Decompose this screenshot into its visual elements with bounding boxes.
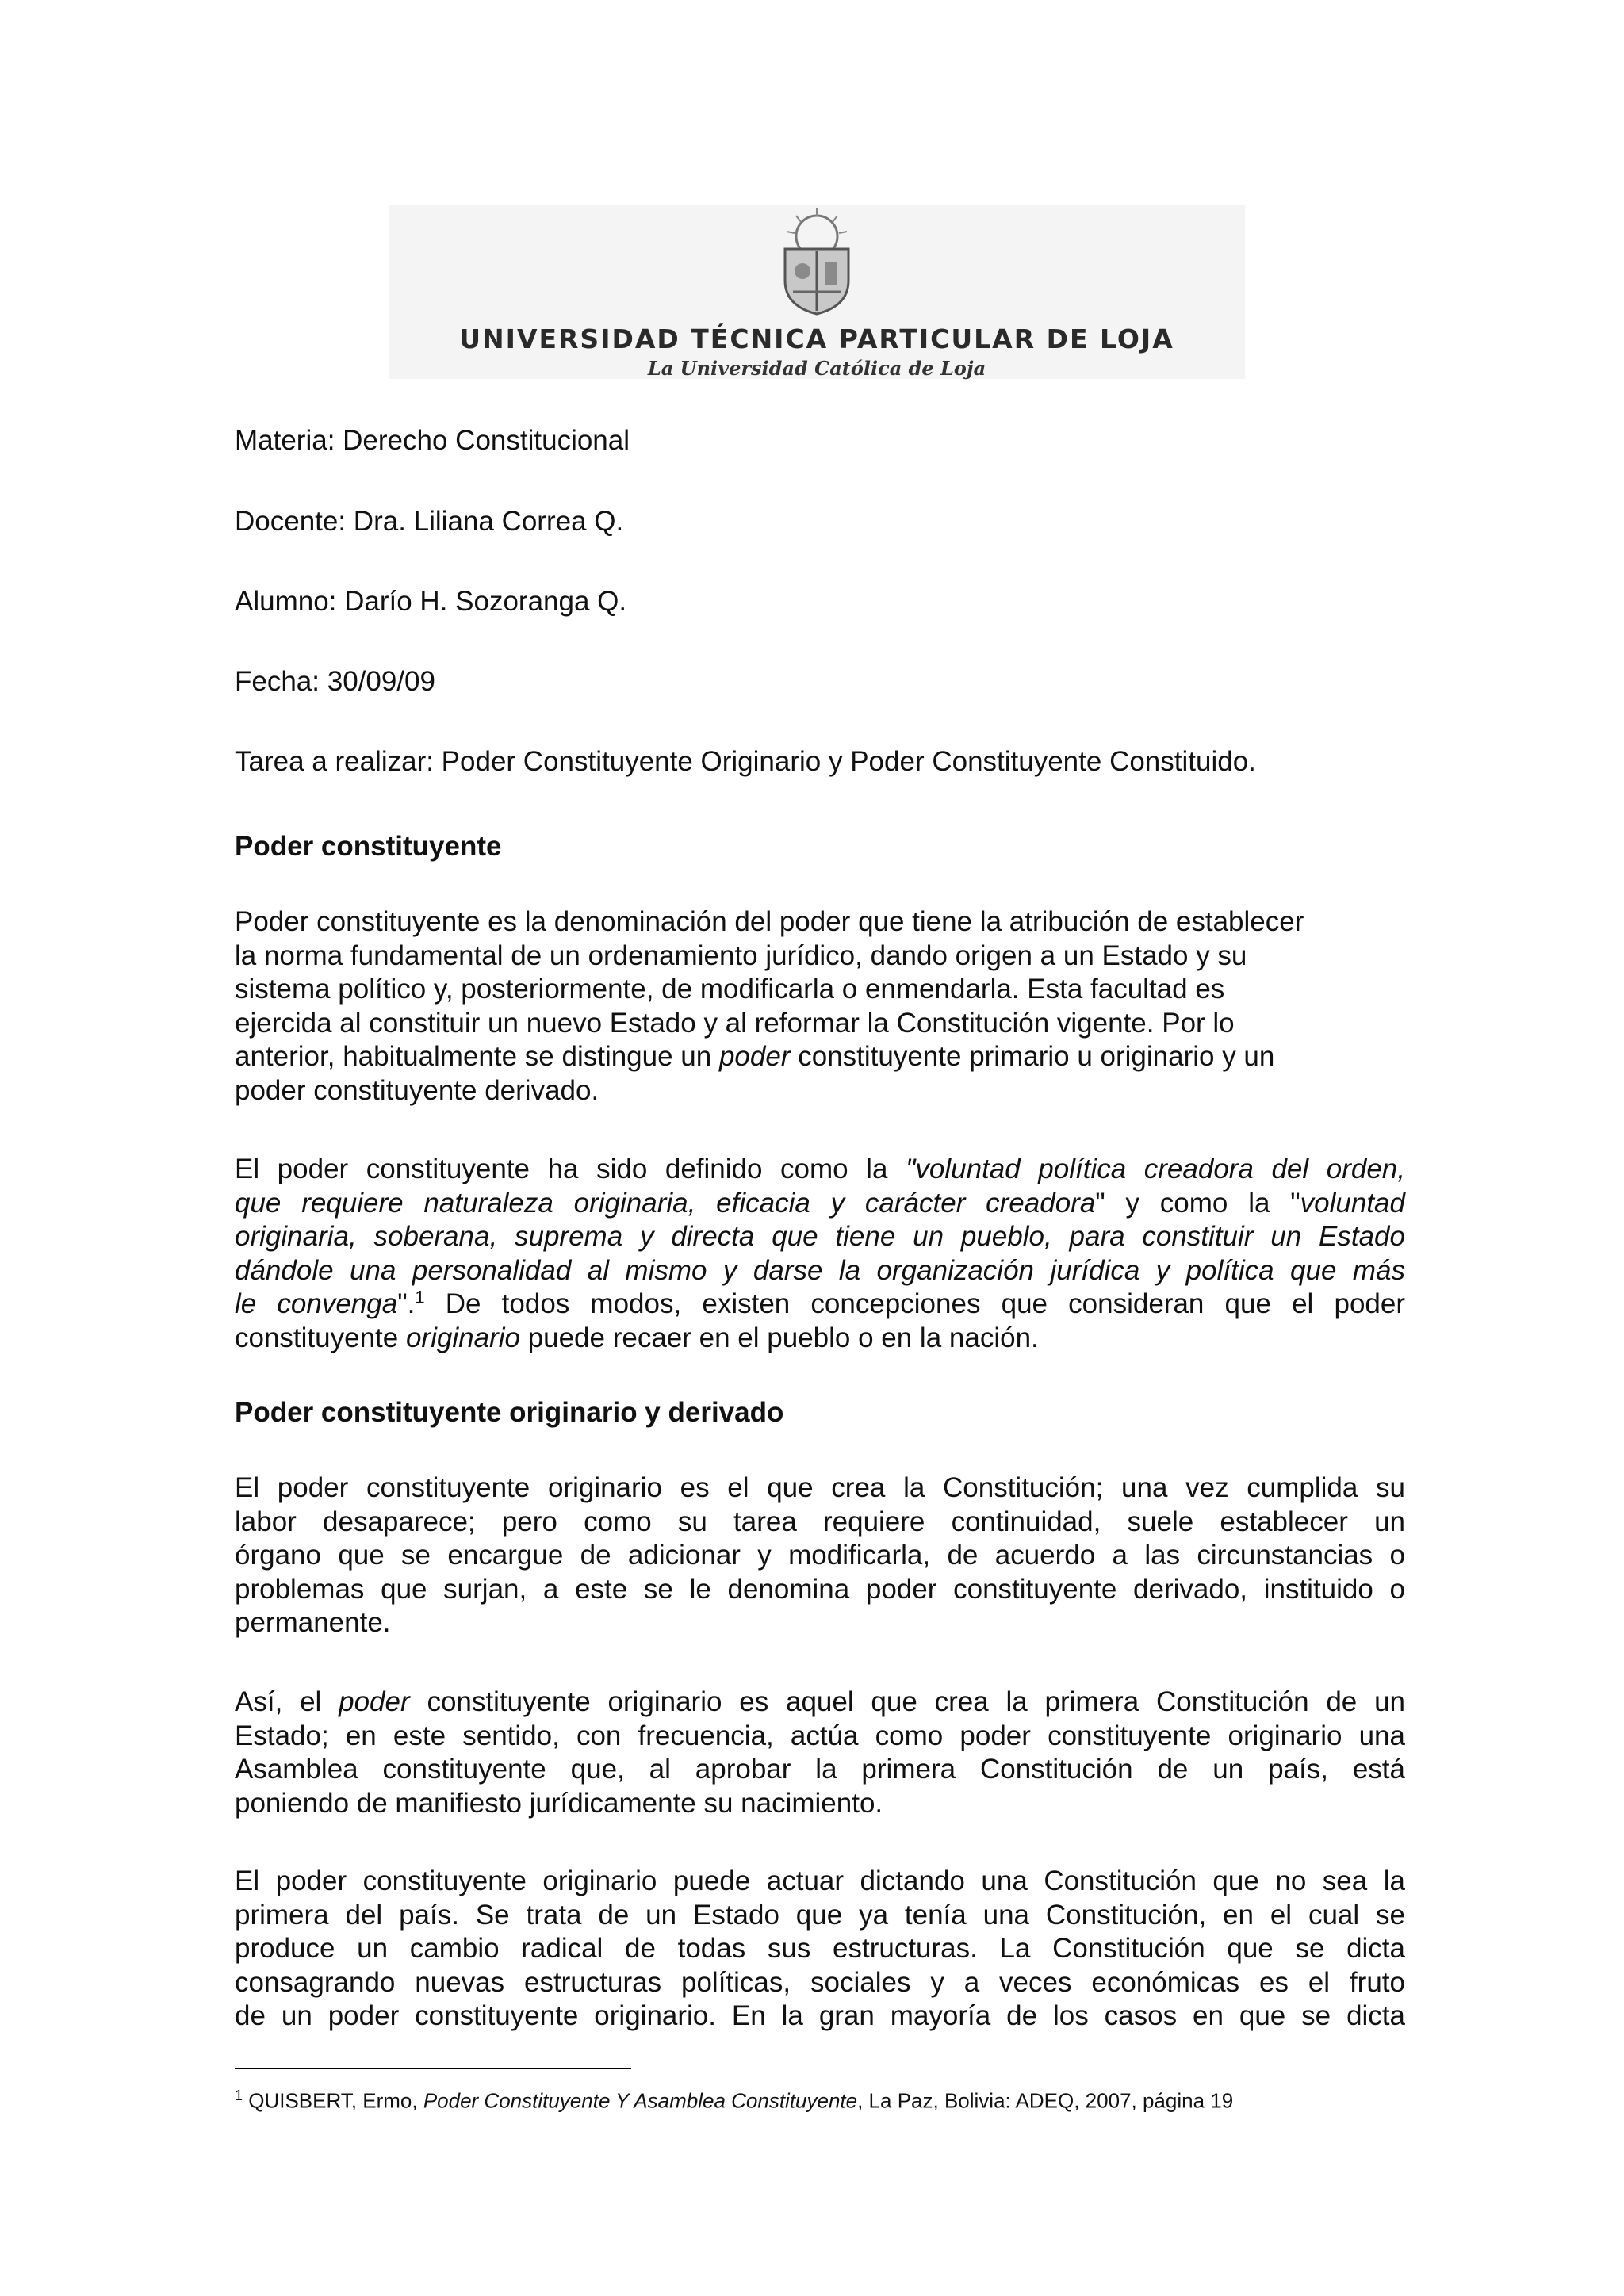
text-line: Estado; en este sentido, con frecuencia, actúa como poder constituyente originario una: [235, 1720, 1405, 1751]
text-line: Poder constituyente es la denominación del poder que tiene la atribución de establecer: [235, 906, 1304, 937]
text-line: labor desaparece; pero como su tarea requiere continuidad, suele establecer un: [235, 1506, 1405, 1537]
section-heading-poder-constituyente: Poder constituyente: [235, 831, 502, 862]
meta-tarea: Tarea a realizar: Poder Constituyente Originario y Poder Constituyente Constituido.: [235, 746, 1256, 777]
text-line: ejercida al constituir un nuevo Estado y al reformar la Constitución vigente. Por lo: [235, 1007, 1235, 1039]
meta-materia: Materia: Derecho Constitucional: [235, 425, 630, 456]
text-line: poder constituyente derivado.: [235, 1074, 599, 1106]
university-tagline: La Universidad Católica de Loja: [647, 357, 986, 380]
text-line: la norma fundamental de un ordenamiento jurídico, dando origen a un Estado y su: [235, 939, 1247, 971]
text-line: Así, el poder constituyente originario es aquel que crea la primera Constitución de un: [235, 1686, 1405, 1717]
text-line: le convenga".$^1$ De todos modos, existen concepciones que consideran que el poder: [235, 1287, 1405, 1320]
paragraph-1: [235, 905, 1405, 1108]
footnote-marker: 1: [235, 2087, 243, 2103]
text-line: El poder constituyente ha sido definido como la "voluntad política creadora del orden,: [235, 1154, 1405, 1184]
university-crest-icon: [761, 205, 872, 316]
meta-fecha: Fecha: 30/09/09: [235, 666, 435, 697]
paragraph-5: [235, 1865, 1405, 2034]
text-line: El poder constituyente originario puede actuar dictando una Constitución que no sea la: [235, 1866, 1405, 1896]
meta-alumno: Alumno: Darío H. Sozoranga Q.: [235, 586, 627, 617]
text-line: consagrando nuevas estructuras políticas, sociales y a veces económicas es el fruto: [235, 1966, 1405, 1998]
text-line: problemas que surjan, a este se le denomina poder constituyente derivado, instituido o: [235, 1573, 1405, 1605]
text-line: anterior, habitualmente se distingue un poder constituyente primario u originario y un: [235, 1041, 1275, 1073]
text-line: que requiere naturaleza originaria, eficacia y carácter creadora" y como la "voluntad: [235, 1187, 1405, 1219]
text-line: poniendo de manifiesto jurídicamente su nacimiento.: [235, 1787, 883, 1819]
text-line: dándole una personalidad al mismo y darse la organización jurídica y política que más: [235, 1254, 1405, 1286]
text-line: permanente.: [235, 1607, 391, 1639]
text-line: El poder constituyente originario es el que crea la Constitución; una vez cumplida su: [235, 1472, 1405, 1503]
text-line: órgano que se encargue de adicionar y modificarla, de acuerdo a las circunstancias o: [235, 1540, 1405, 1571]
text-line: sistema político y, posteriormente, de modificarla o enmendarla. Esta facultad es: [235, 974, 1225, 1005]
text-line: primera del país. Se trata de un Estado que ya tenía una Constitución, en el cual se: [235, 1899, 1405, 1931]
meta-docente: Docente: Dra. Liliana Correa Q.: [235, 506, 624, 537]
paragraph-3: [235, 1471, 1405, 1640]
text-line: originaria, soberana, suprema y directa que tiene un pueblo, para constituir un Estado: [235, 1221, 1405, 1253]
footnote-separator: [235, 2068, 631, 2069]
footnote-reference: 1: [415, 1287, 425, 1307]
text-line: Asamblea constituyente que, al aprobar la primera Constitución de un país, está: [235, 1754, 1405, 1785]
paragraph-2: [235, 1153, 1405, 1356]
footnote: $^1$ QUISBERT, Ermo, Poder Constituyente Y Asamblea Constituyente, La Paz, Bolivia: ADEQ, 2007, página 19: [235, 2087, 1234, 2113]
university-logo: [389, 205, 1245, 379]
text-line: de un poder constituyente originario. En la gran mayoría de los casos en que se dicta: [235, 2000, 1405, 2032]
paragraph-4: [235, 1686, 1405, 1820]
text-line: produce un cambio radical de todas sus estructuras. La Constitución que se dicta: [235, 1933, 1405, 1965]
university-name: UNIVERSIDAD TÉCNICA PARTICULAR DE LOJA: [459, 323, 1174, 354]
footnote-title: Poder Constituyente Y Asamblea Constituyente: [423, 2088, 858, 2113]
text-line: constituyente originario puede recaer en el pueblo o en la nación.: [235, 1322, 1039, 1353]
section-heading-originario-derivado: Poder constituyente originario y derivado: [235, 1397, 784, 1428]
